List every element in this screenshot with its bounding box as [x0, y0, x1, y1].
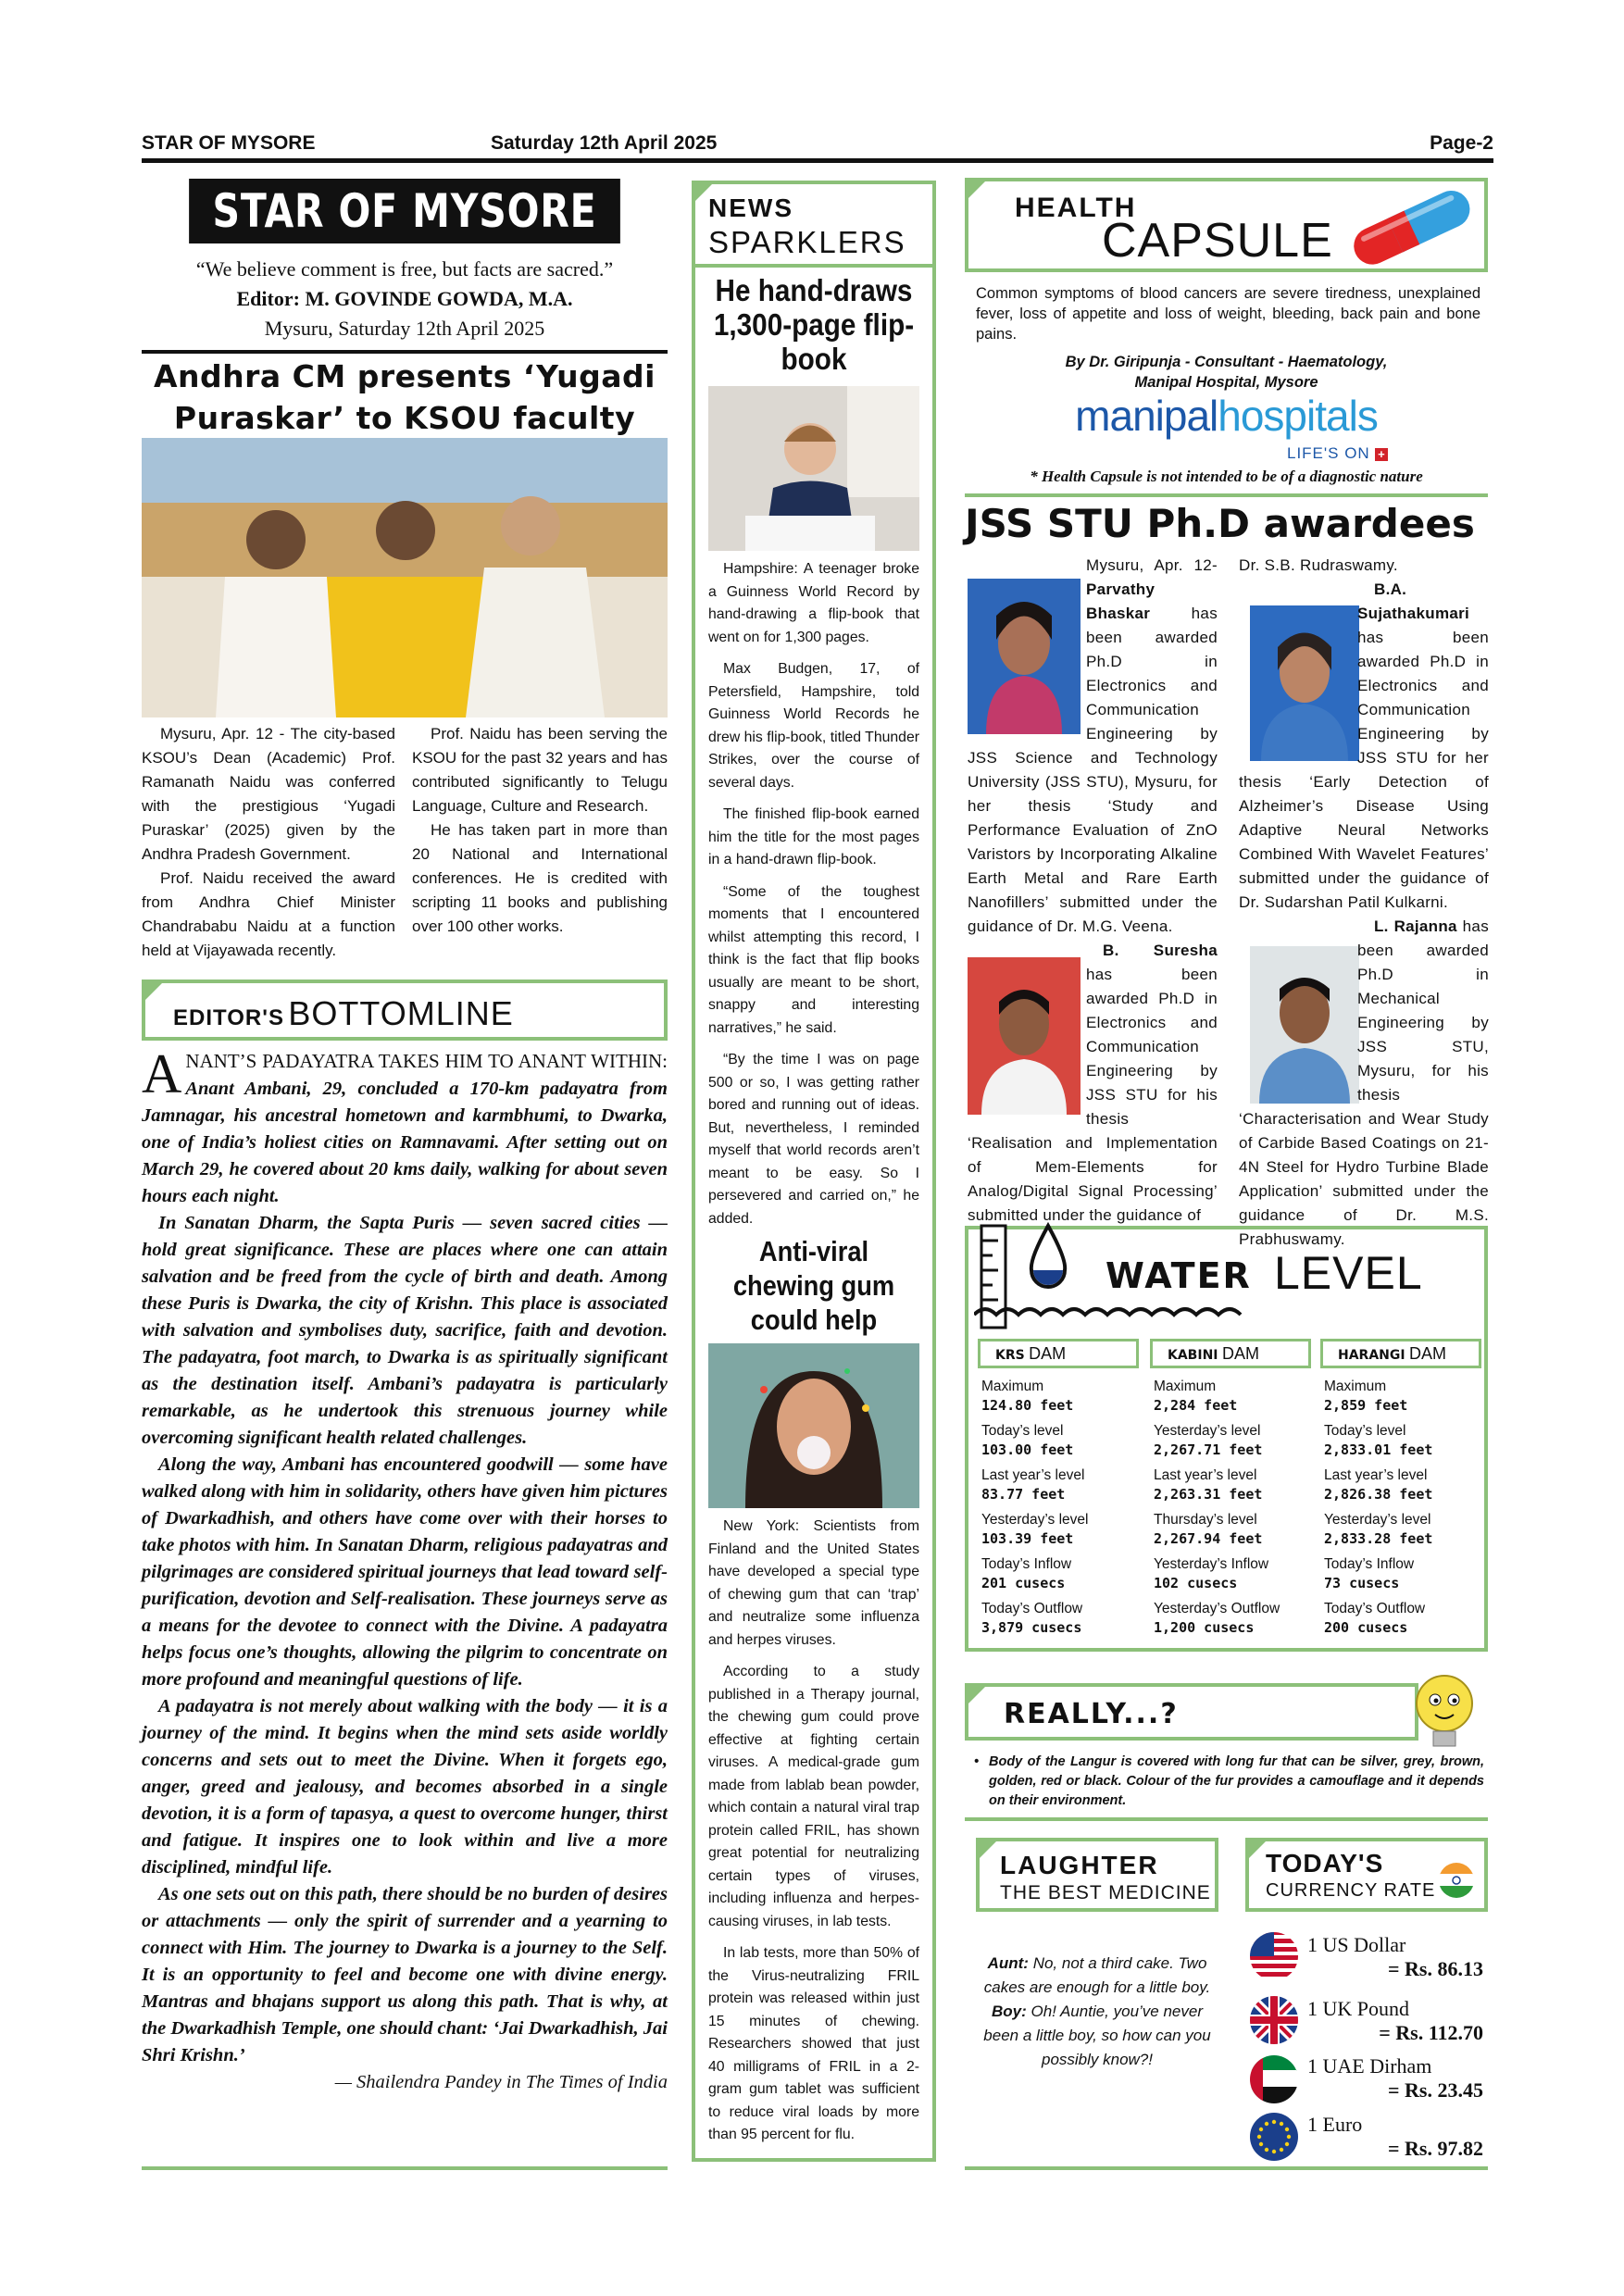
andhra-col1: Mysuru, Apr. 12 - The city-based KSOU’s Dean (Academic) Prof. Ramanath Naidu was conferred with the prestigious ‘Yugadi Puraskar’ (2025) given by the Andhra Pradesh Government. Prof. Naidu received the award from Andhra Chief Minister Chandrababu Naidu at a function held at Vijayawada recently. [142, 725, 395, 959]
water-level-box [965, 1226, 1488, 1652]
editorial-label: EDITOR'S BOTTOMLINE [142, 980, 668, 1041]
manipal-logo: manipalhospitals [1075, 392, 1378, 440]
paper-name: STAR OF MYSORE [142, 132, 316, 154]
health-text: Common symptoms of blood cancers are severe tiredness, unexplained fever, loss of appetite and loss of weight, bleeding, back pain and bone pains. [976, 285, 1480, 343]
capsule-icon [1342, 187, 1480, 265]
divider [965, 2166, 1488, 2170]
laughter-label: LAUGHTER THE BEST MEDICINE [976, 1838, 1218, 1912]
page-header [142, 130, 1493, 163]
currency-gbp: 1 UK Pound = Rs. 112.70 [1307, 1997, 1483, 2044]
award-photo [142, 438, 668, 718]
currency-aed: 1 UAE Dirham = Rs. 23.45 [1307, 2054, 1483, 2102]
flipbook-headline: He hand-draws 1,300-page flip-book [713, 273, 915, 376]
uae-flag-icon [1248, 2053, 1300, 2105]
editorial-body: ANANT’S PADAYATRA TAKES HIM TO ANANT WITHIN: Anant Ambani, 29, concluded a 170-km padayatra from Jamnagar, his ancestral hometown and karmbhumi, to Dwarka, one of India’s holiest cities on Ramnavami. After setting out on March 29, he covered about 20 kms daily, walking for about seven hours each night. In Sanatan Dharm, the Sapta Puris — seven sacred cities — hold great significance. These are places where one can attain salvation and be freed from the cycle of birth and death. Among these Puris is Dwarka, the city of Krishn. This place is associated with salvation and symbolises duty, sacrifice, faith and devotion. The padayatra, foot march, to Dwarka is as spiritually significant as the destination itself. Ambani’s padayatra is particularly remarkable, as he undertook this strenuous journey while overcoming significant health related challenges. Along the way, Ambani has encountered goodwill — some have walked along with him in solidarity, others have given him pictures of Dwarkadhish, and others have come over with their horses to take photos with him. In Sanatan Dharm, religious padayatras and pilgrimages are considered spiritual journeys that lead toward self-purification, devotion and Self-realisation. These journeys serve as a means for the devotee to connect with the Divine. A padayatra helps focus one’s thoughts, allowing the pilgrim to concentrate on more profound and meaningful questions of life. A padayatra is not merely about walking with the body — it is a journey of the mind. It begins when the mind sets aside worldly concerns and sets out to meet the Divine. When it forgets ego, anger, greed and jealousy, and becomes absorbed in a single devotion, it is a form of tapasya, a quest to overcome hunger, thirst and fatigue. It inspires one to look within and live a more disciplined, mindful life. As one sets out on this path, there should be no burden of desires or attachments — only the spirit of surrender and a yearning to connect with Him. The journey to Dwarka is a journey to the Self. It is an opportunity to feel and become one with divine energy. Mantras and bhajans support us along this path. That is why, at the Dwarkadhish Temple, one should chant: ‘Jai Dwarkadhish, Jai Shri Krishn.’ — Shailendra Pandey in The Times of India [142, 1048, 668, 2096]
currency-label: TODAY'S CURRENCY RATE [1245, 1838, 1488, 1912]
krs-dam-data: Maximum 124.80 feet Today’s level 103.00 feet Last year’s level 83.77 feet Yesterday’s level 103.39 feet Today’s Inflow 201 cusecs Today’s Outflow 3,879 cusecs [981, 1379, 1089, 1636]
divider [142, 350, 668, 354]
really-text: • Body of the Langur is covered with long fur that can be silver, grey, brown, golden, red or black. Colour of the fur provides a camouflage and it depends on their environment. [974, 1754, 1484, 1808]
health-disclaimer: * Health Capsule is not intended to be of a diagnostic nature [1030, 468, 1423, 485]
jss-left-text: Mysuru, Apr. 12- Parvathy Bhaskar has been awarded Ph.D in Electronics and Communication Engineering by JSS Science and Technology University (JSS STU), Mysuru, for her thesis ‘Study and Performance Evaluation of ZnO Varistors by Incorporating Alkaline Earth Metal and Rare Earth Nanofillers’ submitted under the guidance of Dr. M.G. Veena. B. Suresha has been awarded Ph.D in Electronics and Communication Engineering by JSS STU for his thesis ‘Realisation and Implementation of Mem-Elements for Analog/Digital Signal Processing’ submitted under the guidance of [968, 556, 1218, 1224]
flipbook-body: Hampshire: A teenager broke a Guinness World Record by hand-drawing a flip-book that went on for 1,300 pages. Max Budgen, 17, of Petersfield, Hampshire, told Guinness World Records he drew his flip-book, titled Thunder Strikes, over the course of several days. The finished flip-book earned him the title for the most pages in a hand-drawn flip-book. “Some of the toughest moments that I encountered whilst attempting this record, I think is the fact that flip books usually are meant to be short, snappy and interesting narratives,” he said. “By the time I was on page 500 or so, I was getting rather bored and running out of ideas. But, nevertheless, I reminded myself that world records aren’t meant to be easy. So I persevered and carried on,” he added. [708, 561, 920, 1227]
page-number: Page-2 [1430, 132, 1493, 154]
gum-headline: Anti-viral chewing gum could help [732, 1235, 895, 1336]
masthead-banner: STAR OF MYSORE [189, 179, 620, 243]
manipal-tagline: LIFE'S ON + [1287, 444, 1388, 463]
harangi-dam-label: HARANGI DAM [1320, 1339, 1481, 1368]
india-flag-icon [1438, 1862, 1475, 1899]
jss-headline: JSS STU Ph.D awardees [965, 501, 1475, 546]
jss-right-text: Dr. S.B. Rudraswamy. B.A. Sujathakumari has been awarded Ph.D in Electronics and Communication Engineering by JSS STU for her thesis ‘Early Detection of Alzheimer’s Disease Using Adaptive Neural Networks Combined With Wavelet Features’ submitted under the guidance of Dr. Sudarshan Patil Kulkarni. L. Rajanna has been awarded Ph.D in Mechanical Engineering by JSS STU, Mysuru, for his thesis ‘Characterisation and Wear Study of Carbide Based Coatings on 21-4N Steel for Hydro Turbine Blade Application’ submitted under the guidance of Dr. M.S. Prabhuswamy. [1239, 556, 1489, 1248]
gum-photo [708, 1343, 919, 1508]
dropcap: A [142, 1043, 182, 1104]
andhra-col2: Prof. Naidu has been serving the KSOU for the past 32 years and has contributed significantly to Telugu Language, Culture and Research. He has taken part in more than 20 National and International conferences. He is credited with scripting 11 books and publishing over 100 other works. [412, 725, 668, 935]
currency-usd: 1 US Dollar = Rs. 86.13 [1307, 1933, 1483, 1980]
kabini-dam-label: KABINI DAM [1150, 1339, 1311, 1368]
divider [965, 1817, 1488, 1821]
editor-line: Editor: M. GOVINDE GOWDA, M.A. [236, 287, 573, 310]
krs-dam-label: KRS DAM [978, 1339, 1139, 1368]
us-flag-icon [1248, 1930, 1300, 1982]
gum-body: New York: Scientists from Finland and the United States have developed a special type of chewing gum that can ‘trap’ and neutralize some influenza and herpes viruses. According to a study published in a Therapy journal, the chewing gum could prove effective at fighting certain viruses. A medical-grade gum made from lablab bean powder, which contain a natural viral trap protein called FRIL, has shown great potential for neutralizing certain types of viruses, including influenza and herpes-causing viruses, in lab tests. In lab tests, more than 50% of the Virus-neutralizing FRIL protein was released within just 15 minutes of chewing. Researchers showed that just 40 milligrams of FRIL in a 2-gram gum tablet was sufficient to reduce viral loads by more than 95 percent for flu. [708, 1518, 919, 2142]
motto: “We believe comment is free, but facts are sacred.” [195, 257, 614, 281]
uk-flag-icon [1248, 1994, 1300, 2046]
health-byline: By Dr. Giripunja - Consultant - Haematology, Manipal Hospital, Mysore [1065, 354, 1388, 391]
really-label: REALLY...? [965, 1683, 1418, 1741]
divider [142, 2166, 668, 2170]
andhra-headline: Andhra CM presents ‘Yugadi Puraskar’ to KSOU faculty [154, 358, 656, 436]
joke-text: Aunt: No, not a third cake. Two cakes are enough for a little boy. Boy: Oh! Auntie, you’ve never been a little boy, so how can you possibly know?! [983, 1954, 1211, 2068]
editorial-credit: — Shailendra Pandey in The Times of India [334, 2072, 668, 2092]
harangi-dam-data: Maximum 2,859 feet Today’s level 2,833.01 feet Last year’s level 2,826.38 feet Yesterday’s level 2,833.28 feet Today’s Inflow 73 cusecs Today’s Outflow 200 cusecs [1324, 1379, 1433, 1636]
news-label: NEWS SPARKLERS [695, 184, 932, 268]
plus-icon: + [1375, 448, 1388, 461]
flipbook-photo [708, 386, 919, 551]
lightbulb-icon [1407, 1666, 1481, 1759]
eu-flag-icon [1248, 2111, 1300, 2163]
water-label-light: LEVEL [1274, 1247, 1423, 1299]
divider [965, 493, 1488, 497]
currency-eur: 1 Euro = Rs. 97.82 [1307, 2113, 1483, 2160]
issue-date: Saturday 12th April 2025 [491, 132, 718, 154]
kabini-dam-data: Maximum 2,284 feet Yesterday’s level 2,267.71 feet Last year’s level 2,263.31 feet Thursday’s level 2,267.94 feet Yesterday’s Inflow 102 cusecs Yesterday’s Outflow 1,200 cusecs [1154, 1379, 1280, 1636]
health-label: HEALTH CAPSULE [965, 178, 1488, 272]
news-sparklers-box [692, 181, 936, 2162]
bullet-icon: • [974, 1754, 989, 1769]
water-label-bold: WATER [1106, 1255, 1252, 1296]
masthead-info [142, 255, 668, 343]
dateline: Mysuru, Saturday 12th April 2025 [264, 317, 545, 340]
